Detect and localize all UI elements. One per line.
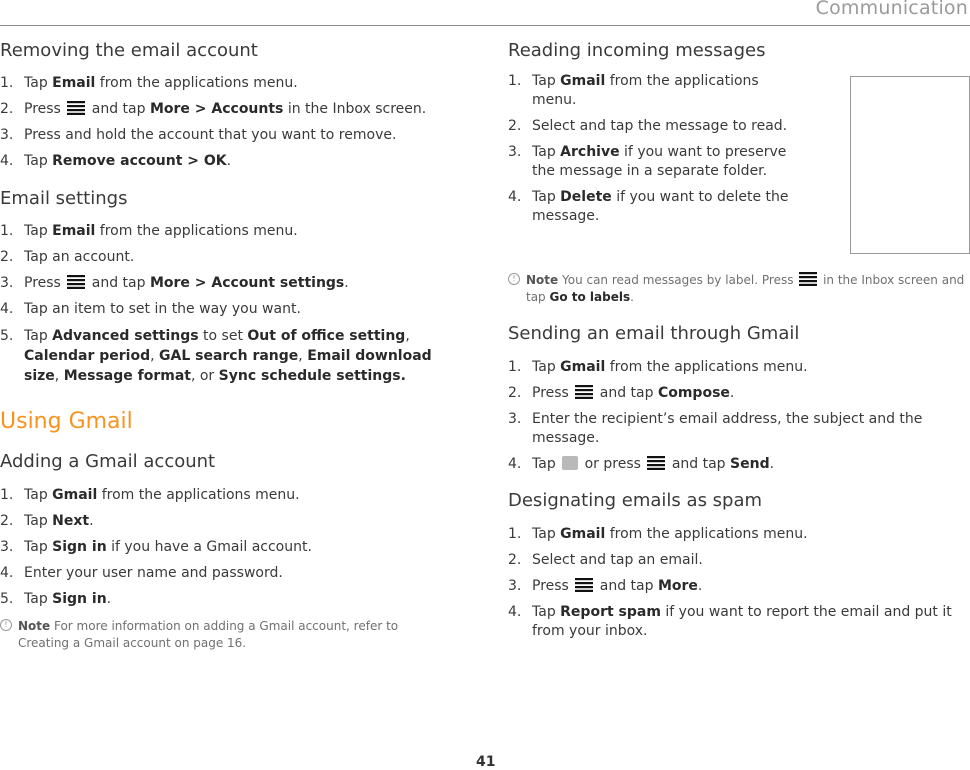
compose-icon <box>562 456 578 470</box>
list-item: 4. Tap Report spam if you want to report the email and put it from your inbox. <box>508 604 952 639</box>
sending-steps <box>508 358 948 481</box>
list-item: 1. Tap Gmail from the applications menu. <box>0 487 300 503</box>
list-item: 4. Enter your user name and password. <box>0 565 283 581</box>
section-heading-email-settings: Email settings <box>0 188 128 209</box>
section-heading-adding-gmail: Adding a Gmail account <box>0 451 216 472</box>
page-number: 41 <box>476 754 496 770</box>
reading-steps <box>508 72 798 233</box>
screenshot-image-frame <box>850 76 970 254</box>
list-item: 5. Tap Sign in. <box>0 591 112 607</box>
list-item: 2. Select and tap the message to read. <box>508 118 788 134</box>
page-header-title: Communication <box>815 0 968 19</box>
list-item: 1. Tap Gmail from the applications menu. <box>508 359 808 375</box>
menu-icon <box>67 275 85 289</box>
list-item: 2. Press and tap More > Accounts in the Inbox screen. <box>0 101 427 117</box>
list-item: 4. Tap an item to set in the way you want. <box>0 301 301 317</box>
list-item: 3. Enter the recipient’s email address, the subject and the message. <box>508 411 923 446</box>
list-item: 3. Press and tap More > Account settings. <box>0 275 349 291</box>
menu-icon <box>575 385 593 399</box>
list-item: 2. Tap Next. <box>0 513 94 529</box>
header-divider <box>0 25 970 26</box>
menu-icon <box>647 456 665 470</box>
menu-icon <box>575 578 593 592</box>
section-heading-spam: Designating emails as spam <box>508 490 763 511</box>
section-heading-sending: Sending an email through Gmail <box>508 323 800 344</box>
spam-steps <box>508 525 958 648</box>
list-item: 1. Tap Email from the applications menu. <box>0 223 298 239</box>
email-settings-steps <box>0 222 470 393</box>
list-item: 1. Tap Gmail from the applications menu. <box>508 526 808 542</box>
section-heading-reading: Reading incoming messages <box>508 40 766 61</box>
list-item: 5. Tap Advanced settings to set Out of office setting, Calendar period, GAL search range, Email download size, Message format, or Sync schedule settings. <box>0 328 432 384</box>
note-adding-gmail: ! Note For more information on adding a Gmail account, refer to Creating a Gmail account on page 16. <box>0 618 438 652</box>
list-item: 3. Press and tap More. <box>508 578 703 594</box>
list-item: 4. Tap or press and tap Send. <box>508 456 775 472</box>
list-item: 3. Tap Archive if you want to preserve the message in a separate folder. <box>508 144 787 179</box>
list-item: 2. Press and tap Compose. <box>508 385 735 401</box>
info-icon: ! <box>0 619 12 631</box>
chapter-heading-using-gmail: Using Gmail <box>0 409 133 434</box>
list-item: 3. Press and hold the account that you want to remove. <box>0 127 397 143</box>
list-item: 1. Tap Email from the applications menu. <box>0 75 298 91</box>
list-item: 2. Select and tap an email. <box>508 552 703 568</box>
section-heading-removing: Removing the email account <box>0 40 258 61</box>
adding-gmail-steps <box>0 486 470 616</box>
list-item: 3. Tap Sign in if you have a Gmail account. <box>0 539 312 555</box>
menu-icon <box>799 272 817 286</box>
removing-steps <box>0 74 470 178</box>
list-item: 4. Tap Delete if you want to delete the message. <box>508 189 789 224</box>
list-item: 2. Tap an account. <box>0 249 135 265</box>
menu-icon <box>67 101 85 115</box>
note-reading: ! Note You can read messages by label. Press in the Inbox screen and tap Go to labels. <box>508 272 970 306</box>
list-item: 4. Tap Remove account > OK. <box>0 153 232 169</box>
info-icon: ! <box>508 273 520 285</box>
list-item: 1. Tap Gmail from the applications menu. <box>508 73 759 108</box>
